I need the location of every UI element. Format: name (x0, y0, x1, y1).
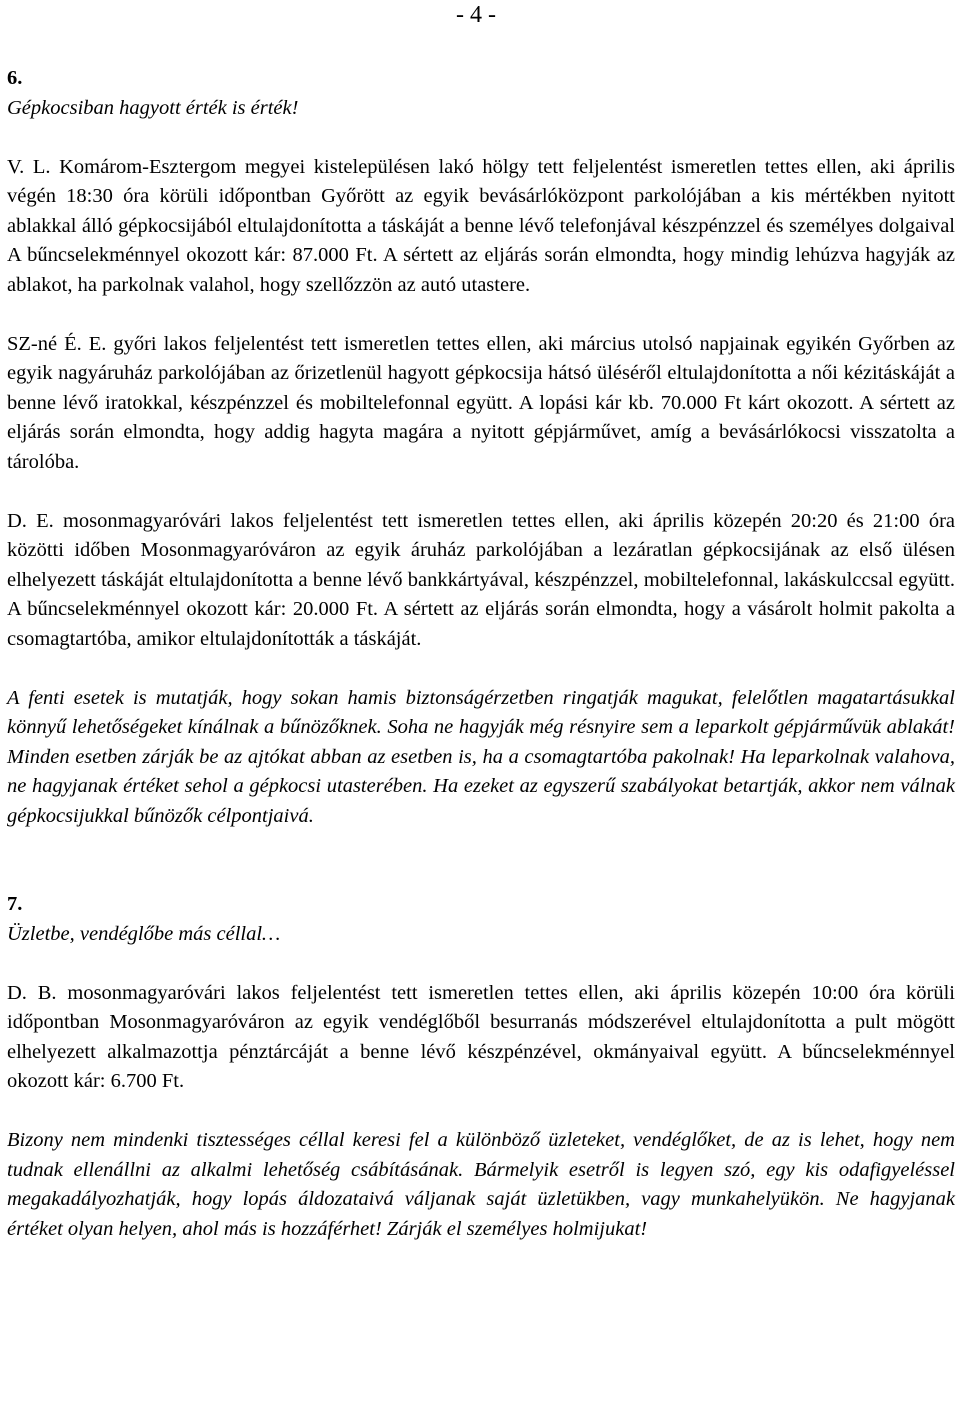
section-6 (7, 64, 955, 831)
advice-paragraph: A fenti esetek is mutatják, hogy sokan hamis biztonságérzetben ringatják magukat, felelőtlen magatartásukkal könnyű lehetőségeket kínálnak a bűnözőknek. Soha ne hagyják még résnyire sem a leparkolt gépjárművük ablakát! Minden esetben zárják be az ajtókat abban az esetben is, ha a csomagtartóba pakolnak! Ha leparkolnak valahova, ne hagyjanak értéket sehol a gépkocsi utasterében. Ha ezeket az egyszerű szabályokat betartják, akkor nem válnak gépkocsijukkal bűnözők célpontjaivá. (7, 686, 955, 827)
section-7 (7, 890, 955, 1244)
section-title: Gépkocsiban hagyott érték is érték! (7, 96, 299, 119)
page-number: - 4 - (456, 2, 496, 28)
document-body (7, 64, 955, 1244)
case-paragraph: V. L. Komárom-Esztergom megyei kistelepülésen lakó hölgy tett feljelentést ismeretlen tettes ellen, aki április végén 18:30 óra körüli időpontban Győrött az egyik bevásárlóközpont parkolójában a kis mértékben nyitott ablakkal álló gépkocsijából eltulajdonította a táskáját a benne lévő telefonjával készpénzzel és személyes dolgaival A bűncselekménnyel okozott kár: 87.000 Ft. A sértett az eljárás során elmondta, hogy mindig lehúzva hagyják az ablakot, ha parkolnak valahol, hogy szellőzzön az autó utastere. (7, 155, 955, 296)
case-paragraph: D. B. mosonmagyaróvári lakos feljelentést tett ismeretlen tettes ellen, aki április közepén 10:00 óra körüli időpontban Mosonmagyaróváron az egyik vendéglőből besurranás módszerével eltulajdonította a pult mögött elhelyezett alkalmazottja pénztárcáját a benne lévő készpénzével, okmányaival együtt. A bűncselekménnyel okozott kár: 6.700 Ft. (7, 981, 955, 1092)
advice-paragraph: Bizony nem mindenki tisztességes céllal keresi fel a különböző üzleteket, vendéglőket, de az is lehet, hogy nem tudnak ellenállni az alkalmi lehetőség csábításának. Bármelyik esetről is legyen szó, egy kis odafigyeléssel megakadályozhatják, hogy lopás áldozataivá váljanak saját üzletükben, vagy munkahelyükön. Ne hagyjanak értéket olyan helyen, ahol más is hozzáférhet! Zárják el személyes holmijukat! (7, 1129, 955, 1240)
section-title: Üzletbe, vendéglőbe más céllal… (7, 922, 281, 945)
case-paragraph: SZ-né É. E. győri lakos feljelentést tett ismeretlen tettes ellen, aki március utolsó napjainak egyikén Győrben az egyik nagyáruház parkolójában az őrizetlenül hagyott gépkocsija hátsó üléséről eltulajdonította a női kézitáskáját a benne lévő iratokkal, készpénzzel és mobiltelefonnal együtt. A lopási kár kb. 70.000 Ft kárt okozott. A sértett az eljárás során elmondta, hogy addig hagyta magára a nyitott gépjárművet, amíg a bevásárlókocsi visszatolta a tárolóba. (7, 332, 955, 473)
section-number: 7. (7, 893, 23, 915)
section-number: 6. (7, 67, 23, 89)
case-paragraph: D. E. mosonmagyaróvári lakos feljelentést tett ismeretlen tettes ellen, aki április közepén 20:20 és 21:00 óra közötti időben Mosonmagyaróváron az egyik áruház parkolójában a lezáratlan gépkocsijának az első ülésen elhelyezett táskáját eltulajdonította a benne lévő bankkártyával, készpénzzel, mobiltelefonnal, lakáskulccsal együtt. A bűncselekménnyel okozott kár: 20.000 Ft. A sértett az eljárás során elmondta, hogy a vásárolt holmit pakolta a csomagtartóba, amikor eltulajdonították a táskáját. (7, 509, 955, 650)
